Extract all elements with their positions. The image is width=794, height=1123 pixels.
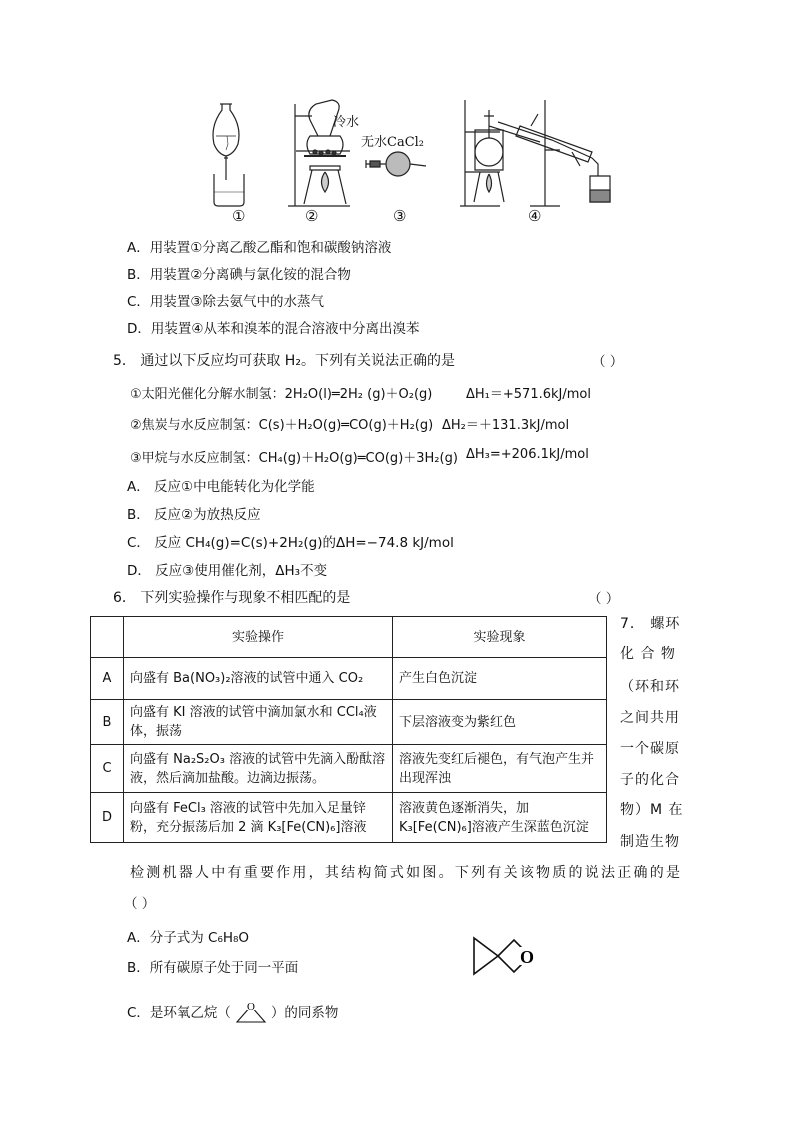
q5-reaction-2: ②焦炭与水反应制氢：C(s)＋H₂O(g)═CO(g)＋H₂(g) [130, 418, 434, 433]
apparatus-4-distillation [460, 100, 610, 206]
q6-answer-paren: （ ） [588, 591, 620, 607]
row-operation: 向盛有 Na₂S₂O₃ 溶液的试管中先滴入酚酞溶液，然后滴加盐酸。边滴边振荡。 [124, 745, 393, 793]
row-operation: 向盛有 Ba(NO₃)₂溶液的试管中通入 CO₂ [124, 658, 393, 700]
epoxide-o-label: O [246, 1001, 255, 1013]
q7-option-c [127, 1000, 338, 1026]
q7-stem-line-3: （环和环 [620, 679, 680, 695]
table-row [91, 658, 607, 700]
q7-stem-line-2: 化 合 物 [620, 646, 676, 662]
row-phenomenon: 下层溶液变为紫红色 [393, 700, 607, 745]
q4-option-a: A．用装置①分离乙酸乙酯和饱和碳酸钠溶液 [127, 240, 392, 256]
q5-reaction-3: ③甲烷与水反应制氢：CH₄(g)＋H₂O(g)═CO(g)＋3H₂(g) [130, 451, 458, 466]
q4-option-d: D．用装置④从苯和溴苯的混合溶液中分离出溴苯 [127, 321, 420, 337]
table-header-blank [91, 617, 124, 658]
table-row [91, 745, 607, 793]
label-cacl2: 无水CaCl₂ [361, 135, 425, 150]
q5-dh-3: ΔH₃=+206.1kJ/mol [466, 447, 589, 462]
row-key: C [91, 745, 124, 793]
q5-option-d: D． 反应③使用催化剂，ΔH₃不变 [127, 563, 328, 579]
apparatus-1-separatory-funnel [213, 104, 244, 206]
q7-option-b: B．所有碳原子处于同一平面 [127, 960, 299, 976]
q5-answer-paren: （ ） [592, 354, 624, 370]
row-operation: 向盛有 KI 溶液的试管中滴加氯水和 CCl₄液体，振荡 [124, 700, 393, 745]
table-header-operation: 实验操作 [124, 617, 393, 658]
q5-reaction-1: ①太阳光催化分解水制氢：2H₂O(l)═2H₂ (g)＋O₂(g) [130, 387, 433, 402]
q7-option-c-suffix: ）的同系物 [270, 1005, 339, 1021]
row-key: A [91, 658, 124, 700]
q4-option-b: B．用装置②分离碘与氯化铵的混合物 [127, 267, 351, 283]
q7-stem-line-8: 制造生物 [620, 834, 680, 850]
q6-stem: 6． 下列实验操作与现象不相匹配的是 [113, 590, 351, 606]
row-operation: 向盛有 FeCl₃ 溶液的试管中先加入足量锌粉，充分振荡后加 2 滴 K₃[Fe(CN)₆]溶液 [124, 793, 393, 843]
q5-option-b: B． 反应②为放热反应 [127, 507, 261, 523]
table-row [91, 793, 607, 843]
caption-3: ③ [393, 207, 407, 225]
epoxide-structure-icon [233, 1000, 269, 1026]
q7-stem-line-7: 物）M 在 [620, 802, 684, 818]
apparatus-3-drying-tube [366, 152, 426, 176]
q5-option-c: C． 反应 CH₄(g)=C(s)+2H₂(g)的ΔH=−74.8 kJ/mol [127, 535, 454, 551]
q5-dh-2: ΔH₂＝＋131.3kJ/mol [442, 418, 570, 433]
table-header-row [91, 617, 607, 658]
label-cold-water: 冷水 [333, 115, 360, 130]
q5-dh-1: ΔH₁＝+571.6kJ/mol [466, 387, 591, 402]
q7-stem-line-6: 子的化合 [620, 772, 680, 788]
apparatus-figure [200, 96, 620, 231]
row-phenomenon: 溶液先变红后褪色，有气泡产生并出现浑浊 [393, 745, 607, 793]
q6-experiment-table [90, 616, 607, 843]
row-key: D [91, 793, 124, 843]
spiro-o-label: O [520, 947, 535, 967]
caption-2: ② [305, 207, 319, 225]
q7-stem-line-5: 一个碳原 [620, 741, 680, 757]
q7-answer-paren: （ ） [124, 896, 156, 912]
row-key: B [91, 700, 124, 745]
q7-stem-line-9: 检测机器人中有重要作用，其结构简式如图。下列有关该物质的说法正确的是 [130, 865, 680, 881]
q7-stem-line-1: 7． 螺环 [620, 616, 681, 632]
q5-option-a: A． 反应①中电能转化为化学能 [127, 479, 315, 495]
row-phenomenon: 产生白色沉淀 [393, 658, 607, 700]
q7-option-c-prefix: C．是环氧乙烷（ [127, 1005, 231, 1021]
q7-option-a: A．分子式为 C₆H₈O [127, 930, 250, 946]
table-row [91, 700, 607, 745]
caption-4: ④ [528, 207, 542, 225]
table-header-phenomenon: 实验现象 [393, 617, 607, 658]
q5-stem: 5． 通过以下反应均可获取 H₂。下列有关说法正确的是 [113, 353, 455, 369]
spiro-compound-structure [470, 930, 540, 980]
row-phenomenon: 溶液黄色逐渐消失，加 K₃[Fe(CN)₆]溶液产生深蓝色沉淀 [393, 793, 607, 843]
q7-stem-line-4: 之间共用 [620, 710, 680, 726]
q4-option-c: C．用装置③除去氨气中的水蒸气 [127, 294, 325, 310]
caption-1: ① [232, 207, 246, 225]
